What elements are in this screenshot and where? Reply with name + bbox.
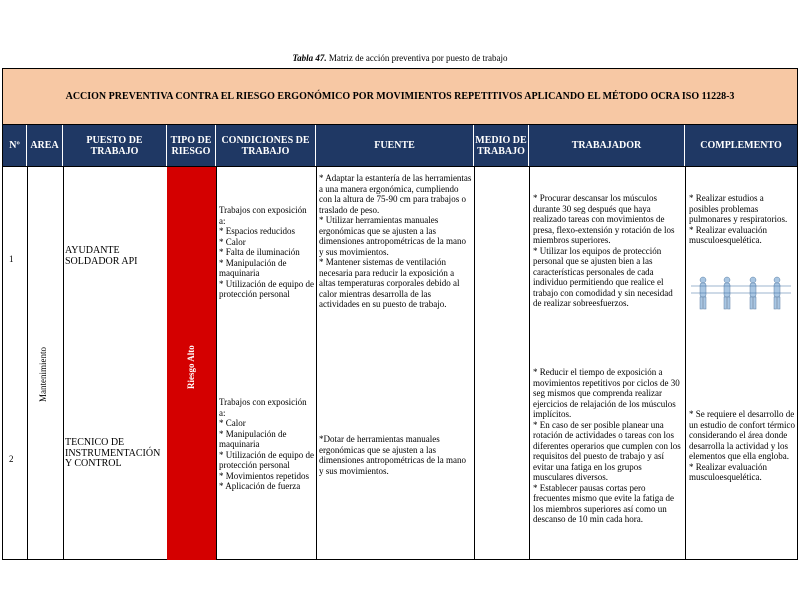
- column-divider: [27, 166, 28, 559]
- caption-label: Tabla 47.: [292, 53, 327, 63]
- risk-level-cell: [167, 167, 216, 560]
- header-puesto: PUESTO DE TRABAJO: [63, 125, 167, 166]
- row-2-condiciones: Trabajos con exposición a: * Calor * Manipulación de maquinaria * Utilización de equipo de protección personal * Movimientos repetidos * Aplicación de fuerza: [219, 397, 314, 491]
- caption-text: Matriz de acción preventiva por puesto de trabajo: [326, 53, 508, 63]
- column-divider: [474, 166, 475, 559]
- preventive-action-table: [2, 68, 798, 560]
- header-fuente: FUENTE: [316, 125, 474, 166]
- header-number: Nº: [3, 125, 27, 166]
- row-1-trabajador: * Procurar descansar los músculos durante 30 seg después que haya realizado tareas con movimientos de presa, flexo-extensión y rotación de los miembros superiores. * Utilizar los equipos de protección personal que se ajusten bien a las características personales de cada individuo permitiendo que realice el trabajo con comodidad y sin necesidad de realizar sobreesfuerzos.: [533, 193, 675, 308]
- ergonomic-posture-figure: [691, 273, 791, 313]
- header-medio: MEDIO DE TRABAJO: [474, 125, 529, 166]
- table-banner: ACCION PREVENTIVA CONTRA EL RIESGO ERGONÓMICO POR MOVIMIENTOS REPETITIVOS APLICANDO EL MÉTODO OCRA ISO 11228-3: [3, 69, 797, 125]
- header-bottom-border: [3, 166, 797, 167]
- row-1-puesto: AYUDANTE SOLDADOR API: [65, 245, 138, 267]
- row-1-complemento: * Realizar estudios a posibles problemas pulmonares y respiratorios. * Realizar evaluación musculoesquelética.: [689, 193, 788, 245]
- table-caption: [0, 53, 800, 63]
- risk-level-label: Riesgo Alto: [186, 345, 196, 389]
- row-2-puesto: TECNICO DE INSTRUMENTACIÓN Y CONTROL: [65, 437, 161, 469]
- row-1-number: 1: [9, 254, 14, 264]
- header-area: AREA: [27, 125, 63, 166]
- row-2-complemento: * Se requiere el desarrollo de un estudio de confort térmico considerando el área donde desarrolla la actividad y los elementos que ella engloba. * Realizar evaluación musculoesquelética.: [689, 409, 795, 482]
- column-divider: [529, 166, 530, 559]
- row-1-condiciones: Trabajos con exposición a: * Espacios reducidos * Calor * Falta de iluminación * Manipulación de maquinaria * Utilización de equipo de protección personal: [219, 205, 314, 299]
- row-2-number: 2: [9, 454, 14, 464]
- row-1-fuente: * Adaptar la estantería de las herramientas a una manera ergonómica, cumpliendo con la altura de 75-90 cm para trabajos o traslado de peso. * Utilizar herramientas manuales ergonómicas que se ajusten a las dimensiones antropométricas de la mano y sus movimientos. * Mantener sistemas de ventilación necesaria para reducir la exposición a altas temperaturas corporales debido al calor mientras desarrolla de las actividades en su puesto de trabajo.: [319, 173, 472, 309]
- row-2-trabajador: * Reducir el tiempo de exposición a movimientos repetitivos por ciclos de 30 seg mismos que comprenda realizar ejercicios de relajación de los músculos implícitos. * En caso de ser posible planear una rotación de actividades o tareas con los diferentes operarios que cumplen con los requisitos del puesto de trabajo y así evitar una fatiga en los grupos musculares diversos. * Establecer pausas cortas pero frecuentes mismo que evite la fatiga de los miembros superiores así como un descanso de 10 min cada hora.: [533, 367, 681, 524]
- column-divider: [63, 166, 64, 559]
- header-condiciones: CONDICIONES DE TRABAJO: [216, 125, 316, 166]
- header-trabajador: TRABAJADOR: [529, 125, 685, 166]
- header-complemento: COMPLEMENTO: [685, 125, 797, 166]
- column-divider: [216, 166, 217, 559]
- area-label: Mantenimiento: [38, 347, 48, 402]
- row-2-fuente: *Dotar de herramientas manuales ergonómicas que se ajusten a las dimensiones antropométricas de la mano y sus movimientos.: [319, 434, 466, 476]
- header-tipo: TIPO DE RIESGO: [167, 125, 216, 166]
- column-divider: [316, 166, 317, 559]
- column-divider: [685, 166, 686, 559]
